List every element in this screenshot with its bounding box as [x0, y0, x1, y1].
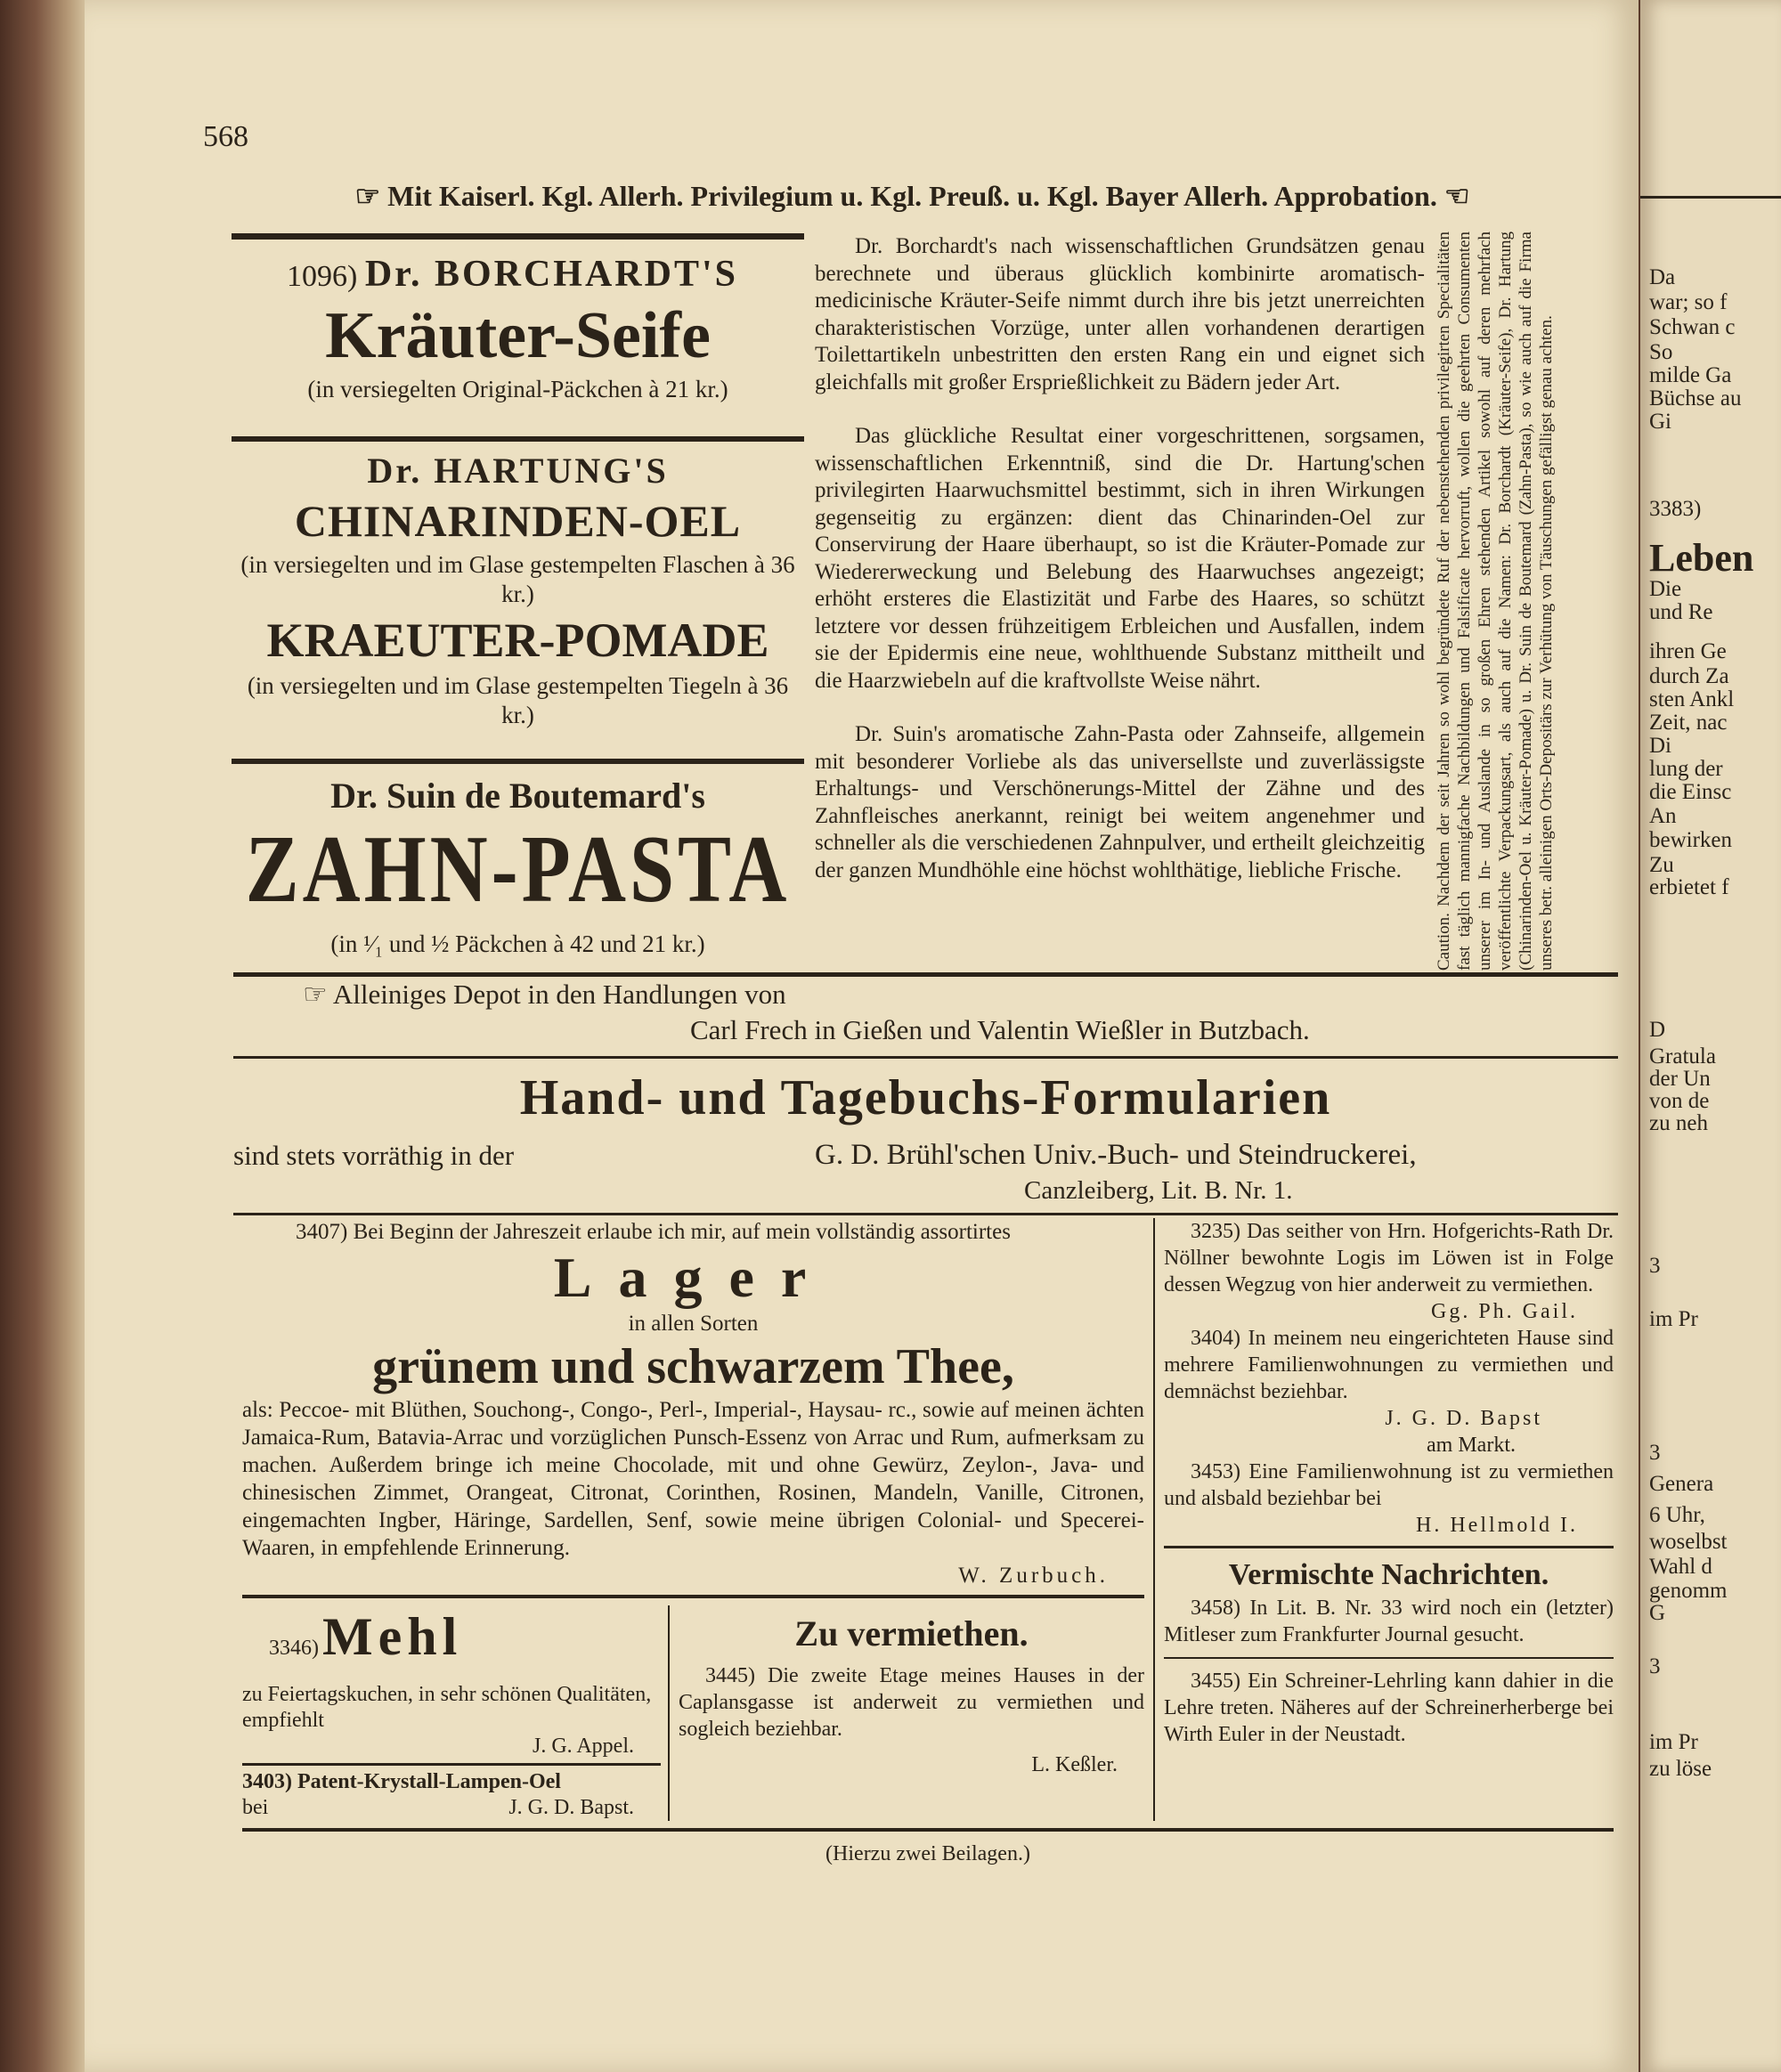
ad-suin: [232, 775, 804, 958]
ad-3403: 3403) Patent-Krystall-Lampen-Oel: [242, 1770, 561, 1793]
adjacent-page-line: der Un: [1649, 1067, 1711, 1091]
bottom-row: [242, 1605, 1144, 1821]
lager-intro: 3407) Bei Beginn der Jahreszeit erlaube ich mir, auf mein vollständig assortirtes: [296, 1220, 1011, 1244]
ad-note: (in versiegelten Original-Päckchen à 21 kr.): [307, 376, 728, 402]
ad-borchardt: [232, 240, 804, 403]
adjacent-page-line: So: [1649, 340, 1673, 364]
adjacent-page-line: Die: [1649, 577, 1682, 601]
adjacent-page-line: genomm: [1649, 1579, 1728, 1603]
lager-title: Lager: [553, 1246, 834, 1309]
ad-mehl: [242, 1605, 670, 1821]
adjacent-page-line: An: [1649, 804, 1677, 828]
lager-signature: W. Zurbuch.: [958, 1564, 1109, 1588]
ad-3455: 3455) Ein Schreiner-Lehrling kann dahier in die Lehre treten. Näheres auf der Schreinerherberge bei Wirth Euler in der Neustadt.: [1164, 1670, 1614, 1746]
adjacent-page-line: von de: [1649, 1089, 1710, 1113]
ad-signature: Gg. Ph. Gail.: [1431, 1300, 1578, 1323]
formulare-address: Canzleiberg, Lit. B. Nr. 1.: [1024, 1176, 1293, 1205]
adjacent-page-line: Da: [1649, 265, 1676, 289]
adjacent-page-line: und Re: [1649, 600, 1713, 624]
ad-3445: [670, 1605, 1144, 1821]
depot-line2: Carl Frech in Gießen und Valentin Wießler in Butzbach.: [690, 1014, 1310, 1045]
mehl-text: zu Feiertagskuchen, in sehr schönen Qualitäten, empfiehlt: [242, 1683, 652, 1732]
header-privilege: ☞ Mit Kaiserl. Kgl. Allerh. Privilegium u. Kgl. Preuß. u. Kgl. Bayer Allerh. Approbation. ☜: [354, 180, 1470, 212]
ad-product: KRAEUTER-POMADE: [266, 613, 769, 667]
adjacent-page-line: G: [1649, 1601, 1666, 1625]
lower-section: [242, 1218, 1614, 1867]
ad-signature: am Markt.: [1427, 1434, 1516, 1457]
adjacent-page-line: Schwan c: [1649, 315, 1736, 339]
adjacent-page-line: zu neh: [1649, 1111, 1708, 1135]
ad-description-column: [815, 233, 1425, 884]
adjacent-page-line: D: [1649, 1018, 1666, 1042]
adjacent-page-line: milde Ga: [1649, 363, 1732, 387]
adjacent-page-line: Gratula: [1649, 1044, 1716, 1069]
oel-bei: bei: [242, 1796, 269, 1819]
caution-notice: Caution. Nachdem der seit Jahren so wohl begründete Ruf der nebenstehenden privilegirten Specialitäten fast täglich mannigfache Nachbildungen und Falsificate hervorruft, wollen die geehrten Consumenten unserer im In- und Auslande in so großen Ehren stehenden Artikel sowohl auf deren mehrfach veröffentlichte Verpackungsart, als auch auf die Namen: Dr. Borchardt (Kräuter-Seife), Dr. Hartung (Chinarinden-Oel u. Kräuter-Pomade) u. Dr. Suin de Boutemard (Zahn-Pasta), so wie auch auf die Firma unseres betr. alleinigen Orts-Depositärs zur Verhütung von Täuschungen gefälligst genau achten.: [1435, 232, 1556, 971]
ad-signature: J. G. D. Bapst.: [508, 1796, 634, 1819]
ad-signature: J. G. Appel.: [533, 1735, 634, 1758]
lager-title2: grünem und schwarzem Thee,: [372, 1339, 1014, 1394]
ad-lager: [242, 1218, 1144, 1589]
adjacent-page-line: 3: [1649, 1441, 1661, 1465]
formulare-title: Hand- und Tagebuchs-Formularien: [519, 1070, 1332, 1125]
pointing-hand-icon: ☜: [1436, 180, 1470, 212]
adjacent-page-line: im Pr: [1649, 1730, 1698, 1754]
ad-3458: 3458) In Lit. B. Nr. 33 wird noch ein (letzter) Mitleser zum Frankfurter Journal gesucht.: [1164, 1597, 1614, 1646]
ad-name: Dr. HARTUNG'S: [367, 451, 669, 491]
right-ads: [1155, 1218, 1614, 1821]
ad-note: (in ¹⁄₁ und ½ Päckchen à 42 und 21 kr.): [330, 930, 705, 957]
adjacent-page-line: erbietet f: [1649, 875, 1729, 899]
depot-line1: ☞ Alleiniges Depot in den Handlungen von: [303, 979, 786, 1010]
ad-hartung: [232, 450, 804, 730]
ad-signature: J. G. D. Bapst: [1385, 1407, 1542, 1430]
suin-paragraph: Dr. Suin's aromatische Zahn-Pasta oder Zahnseife, allgemein mit besonderer Vorliebe als das universellste und zuverlässigste Erhaltungs- und Verschönerungs-Mittel der Zähne und des Zahnfleisches anerkannt, reinigt bei weitem angenehmer und schneller als die verschiedenen Zahnpulver, und ertheilt gleichzeitig der ganzen Mundhöhle eine höchst wohlthätige, liebliche Frische.: [815, 722, 1425, 882]
adjacent-page-line: bewirken: [1649, 828, 1733, 852]
adjacent-page-line: durch Za: [1649, 664, 1729, 688]
hartung-paragraph: Das glückliche Resultat einer vorgeschrittenen, sorgsamen, wissenschaftlichen Erkenntniß, sind die Dr. Hartung'schen privilegirten Haarwuchsmittel bestimmt, sich in ihren Wirkungen gegenseitig zu ergänzen: dient das Chinarinden-Oel zur Conservirung der Haare überhaupt, so ist die Kräuter-Pomade zur Wiedererweckung und Belebung des Haarwuchses angezeigt; erhöht ersteres die Elastizität und Farbe des Haares, so schützt letztere vor dessen frühzeitigem Erbleichen und Ausfallen, indem sie der Epidermis eine neue, wohlthuende Substanz mittheilt und die Haarzwiebeln auf die kraftvollste Weise nährt.: [815, 424, 1425, 693]
adjacent-page-line: im Pr: [1649, 1307, 1698, 1331]
ad-name: Dr. Suin de Boutemard's: [330, 776, 705, 816]
adjacent-page-line: ihren Ge: [1649, 639, 1727, 663]
lager-sub: in allen Sorten: [628, 1312, 759, 1336]
mehl-title: Mehl: [322, 1607, 463, 1666]
adjacent-page-line: 3: [1649, 1254, 1661, 1278]
formulare-printer: G. D. Brühl'schen Univ.-Buch- und Steindruckerei,: [815, 1139, 1417, 1171]
footer-note: (Hierzu zwei Beilagen.): [825, 1842, 1030, 1865]
borchardt-paragraph: Dr. Borchardt's nach wissenschaftlichen Grundsätzen genau berechnete und überaus glücklich kombinirte aromatisch-medicinische Kräuter-Seife nimmt durch ihre bis jetzt unerreichten charakteristischen Vorzüge, unter allen vorhandenen derartigen Toilettartikeln unbestritten den ersten Rang ein und eignet sich gleichfalls mit großer Ersprießlichkeit zu Bädern jeder Art.: [815, 234, 1425, 394]
ad-3235: 3235) Das seither von Hrn. Hofgerichts-Rath Dr. Nöllner bewohnte Logis im Löwen ist in Folge dessen Wegzug von hier anderweit zu vermiethen.: [1164, 1220, 1614, 1296]
adjacent-page-line: Genera: [1649, 1472, 1714, 1496]
footer-block: [242, 1821, 1614, 1867]
ad-product: Kräuter-Seife: [325, 299, 711, 372]
adjacent-page-line: die Einsc: [1649, 780, 1732, 804]
ad-note: (in versiegelten und im Glase gestempelten Flaschen à 36 kr.): [240, 551, 795, 607]
ad-product: CHINARINDEN-OEL: [294, 496, 742, 546]
adjacent-page-line: zu löse: [1649, 1757, 1712, 1781]
adjacent-page: [1640, 0, 1781, 2072]
pointing-hand-icon: ☞: [303, 979, 333, 1010]
ad-number: 3346): [269, 1637, 319, 1660]
adjacent-page-line: 3: [1649, 1654, 1661, 1678]
ad-3404: 3404) In meinem neu eingerichteten Hause sind mehrere Familienwohnungen zu vermiethen und demnächst beziehbar.: [1164, 1327, 1614, 1403]
adjacent-page-line: Gi: [1649, 410, 1671, 434]
ad-signature: L. Keßler.: [1031, 1753, 1118, 1776]
ad-note: (in versiegelten und im Glase gestempelten Tiegeln à 36 kr.): [247, 672, 789, 728]
ad-signature: H. Hellmold I.: [1416, 1514, 1578, 1537]
adjacent-page-line: war; so f: [1649, 290, 1728, 314]
adjacent-page-line: woselbst: [1649, 1530, 1728, 1554]
lower-left-column: [242, 1218, 1155, 1821]
adjacent-page-line: Zeit, nac: [1649, 711, 1728, 735]
adjacent-page-line: Leben: [1649, 536, 1754, 580]
pointing-hand-icon: ☞: [354, 180, 388, 212]
page-number: 568: [203, 120, 248, 153]
adjacent-page-line: 3383): [1649, 497, 1702, 521]
lager-body: als: Peccoe- mit Blüthen, Souchong-, Congo-, Perl-, Imperial-, Haysau- rc., sowie auf meinen ächten Jamaica-Rum, Batavia-Arrac und vorzüglichen Punsch-Essenz von Arrac und Rum, aufmerksam zu machen. Außerdem bringe ich meine Chocolade, mit und ohne Gewürz, Zeylon-, Java- und chinesischen Zimmet, Orangeat, Citronat, Corinthen, Rosinen, Mandeln, Vanille, Citronen, eingemachten Ingber, Häringe, Sardellen, Senf, sowie meine übrigen Colonial- und Specerei-Waaren, in empfehlende Erinnerung.: [242, 1398, 1144, 1560]
adjacent-page-line: 6 Uhr,: [1649, 1503, 1705, 1527]
ad-text: 3445) Die zweite Etage meines Hauses in der Caplansgasse ist anderweit zu vermiethen und sogleich beziehbar.: [679, 1664, 1144, 1741]
vermiethen-title: Zu vermiethen.: [794, 1613, 1029, 1654]
adjacent-page-line: sten Ankl: [1649, 687, 1735, 711]
ad-name: Dr. BORCHARDT'S: [364, 254, 738, 295]
adjacent-page-line: Di: [1649, 734, 1671, 758]
formulare-left: sind stets vorräthig in der: [233, 1140, 515, 1171]
adjacent-page-line: Büchse au: [1649, 386, 1742, 410]
ad-number: 1096): [287, 260, 358, 293]
adjacent-page-line: lung der: [1649, 757, 1723, 781]
book-binding: [0, 0, 89, 2072]
adjacent-page-line: Zu: [1649, 853, 1674, 877]
section-title: Vermischte Nachrichten.: [1228, 1558, 1549, 1591]
ad-product: ZAHN-PASTA: [245, 817, 791, 922]
ad-3453: 3453) Eine Familienwohnung ist zu vermiethen und alsbald beziehbar bei: [1164, 1460, 1614, 1510]
adjacent-page-line: Wahl d: [1649, 1555, 1712, 1579]
